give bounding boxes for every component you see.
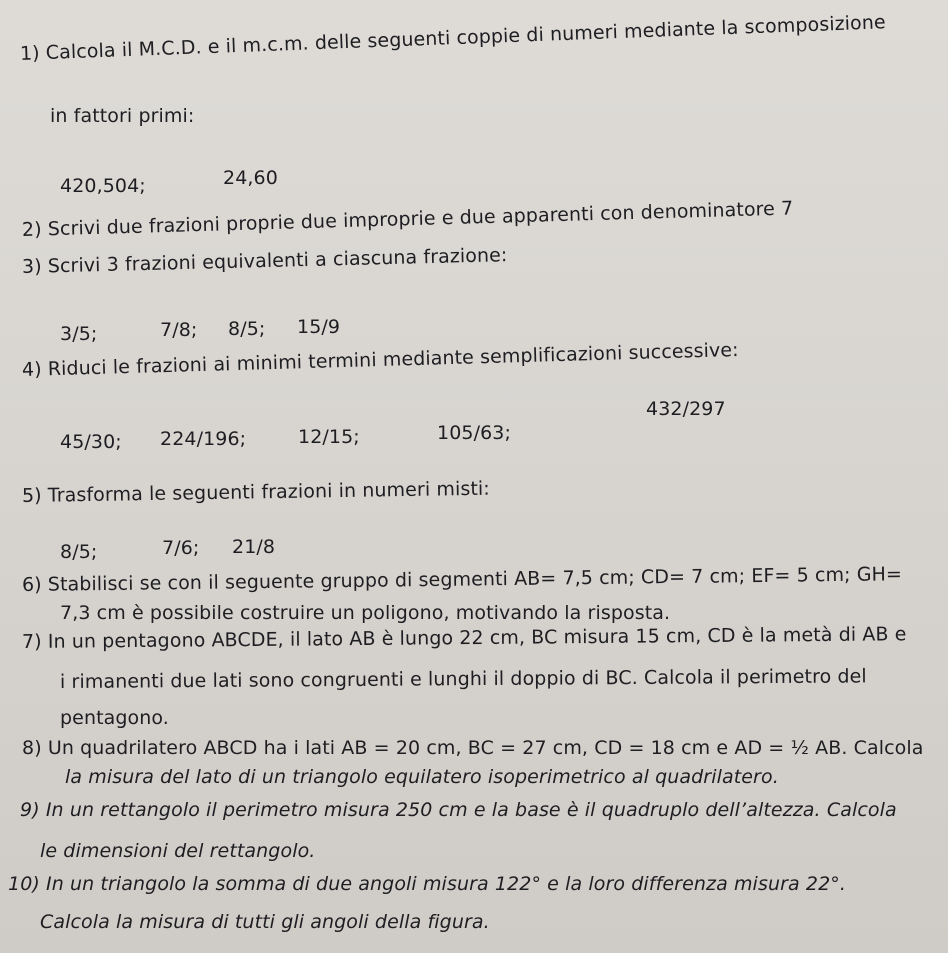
q9-line2: le dimensioni del rettangolo. [40, 840, 316, 862]
q1-pair-1: 420,504; [60, 175, 146, 197]
q3-fraction-1: 3/5; [60, 323, 98, 345]
q8-line2: la misura del lato di un triangolo equilatero isoperimetrico al quadrilatero. [65, 766, 779, 788]
q9-line1: 9) In un rettangolo il perimetro misura 250 cm e la base è il quadruplo dell’altezza. Calcola [20, 799, 897, 821]
q5-fraction-2: 7/6; [162, 537, 200, 559]
q4-fraction-5: 432/297 [646, 398, 726, 420]
q4-fraction-2: 224/196; [160, 428, 247, 450]
q7-line1: 7) In un pentagono ABCDE, il lato AB è lungo 22 cm, BC misura 15 cm, CD è la metà di AB e [21, 623, 907, 653]
q3-fraction-3: 8/5; [228, 318, 266, 340]
q10-line2: Calcola la misura di tutti gli angoli della figura. [40, 911, 490, 933]
q5-line: 5) Trasforma le seguenti frazioni in numeri misti: [21, 477, 490, 507]
q1-pair-2: 24,60 [223, 167, 278, 189]
q1-line2: in fattori primi: [50, 105, 195, 127]
q3-fraction-2: 7/8; [160, 319, 198, 341]
q8-line1: 8) Un quadrilatero ABCD ha i lati AB = 20 cm, BC = 27 cm, CD = 18 cm e AD = ½ AB. Calcola [22, 737, 924, 759]
q5-fraction-1: 8/5; [60, 541, 98, 563]
q1-line1: 1) Calcola il M.C.D. e il m.c.m. delle seguenti coppie di numeri mediante la scomposizione [19, 11, 887, 65]
q4-fraction-3: 12/15; [298, 426, 360, 448]
q3-line: 3) Scrivi 3 frazioni equivalenti a ciascuna frazione: [21, 244, 508, 278]
q7-line2: i rimanenti due lati sono congruenti e lunghi il doppio di BC. Calcola il perimetro del [59, 665, 867, 693]
q6-line1: 6) Stabilisci se con il seguente gruppo di segmenti AB= 7,5 cm; CD= 7 cm; EF= 5 cm; GH= [21, 563, 903, 596]
q4-line: 4) Riduci le frazioni ai minimi termini mediante semplificazioni successive: [21, 338, 739, 381]
q10-line1: 10) In un triangolo la somma di due angoli misura 122° e la loro differenza misura 22°. [8, 873, 846, 895]
q6-line2: 7,3 cm è possibile costruire un poligono, motivando la risposta. [60, 602, 671, 624]
q5-fraction-3: 21/8 [232, 536, 276, 558]
q4-fraction-1: 45/30; [60, 431, 122, 453]
q7-line3: pentagono. [60, 707, 169, 729]
q4-fraction-4: 105/63; [437, 422, 511, 444]
q3-fraction-4: 15/9 [297, 316, 341, 338]
q2-line: 2) Scrivi due frazioni proprie due improprie e due apparenti con denominatore 7 [21, 197, 794, 241]
